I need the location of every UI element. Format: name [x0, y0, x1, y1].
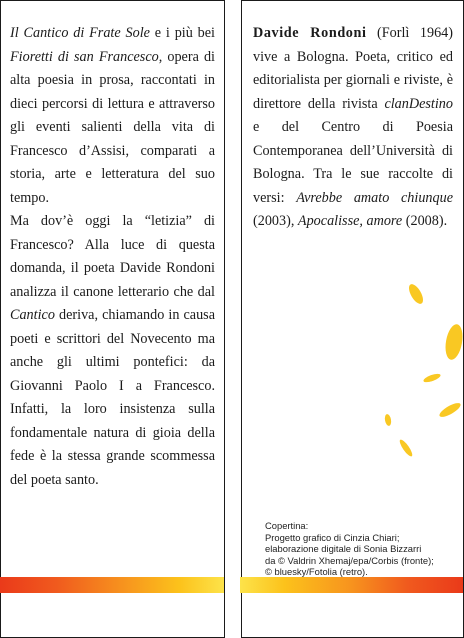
cover-credits	[265, 520, 455, 578]
text-run: (2003),	[253, 213, 298, 229]
work-title: Fioretti di san Francesco	[10, 48, 159, 65]
credit-line: Copertina:	[265, 520, 309, 531]
text-run: , opera di alta poesia in prosa, raccontati in dieci percorsi di lettura e attraverso gli eventi salienti della vita di Francesco d’Assisi, comparati a storia, arte e letteratura del suo tempo.	[10, 48, 215, 206]
color-stripe-left	[0, 577, 224, 593]
credit-line: © bluesky/Fotolia (retro).	[265, 566, 368, 578]
sun-ray	[406, 282, 426, 306]
intro-paragraph	[10, 22, 215, 210]
sun-ray	[398, 438, 414, 458]
credit-line: elaborazione digitale di Sonia Bizzarri	[265, 543, 422, 555]
credit-line: da © Valdrin Xhemaj/epa/Corbis (fronte);	[265, 554, 434, 566]
text-run: deriva, chiamando in causa poeti e scrittori del Novecento ma anche gli ultimi pontefici: da Giovanni Paolo I a Francesco. Infatti, la loro insistenza sulla fondamentale natura di gioia della fede è la stessa grande scommessa del poeta santo.	[10, 307, 215, 488]
text-run: (Forlì 1964) vive a Bologna. Poeta, critico ed editorialista per giornali e riviste, è direttore della rivista	[253, 25, 453, 112]
magazine-title: clanDestino	[384, 95, 453, 112]
sun-ray	[423, 372, 442, 384]
left-flap-text	[10, 22, 215, 492]
text-run: e i più bei	[149, 25, 215, 41]
bio-paragraph	[253, 22, 453, 234]
sun-ray	[438, 401, 463, 420]
author-bio	[253, 22, 453, 234]
book-title: Avrebbe amato chiunque	[296, 189, 453, 206]
sun-ray	[443, 323, 464, 361]
work-title: Il Cantico di Frate Sole	[10, 25, 150, 41]
text-run: e del Centro di Poesia Contemporanea dell’Università di Bologna. Tra le sue raccolte di versi:	[253, 119, 453, 206]
author-name: Davide Rondoni	[253, 25, 367, 41]
question-paragraph	[10, 210, 215, 492]
color-stripe-right	[240, 577, 463, 593]
sun-rays-graphic	[380, 260, 464, 500]
credit-line: Progetto grafico di Cinzia Chiari;	[265, 531, 400, 543]
text-run: (2008).	[402, 213, 448, 229]
fold-divider	[224, 0, 242, 638]
text-run: Ma dov’è oggi la “letizia” di Francesco? Alla luce di questa domanda, il poeta Davide Rondoni analizza il canone letterario che dal	[10, 213, 215, 300]
sun-ray	[384, 414, 392, 427]
book-title: Apocalisse, amore	[297, 213, 403, 229]
work-title: Cantico	[10, 307, 55, 323]
